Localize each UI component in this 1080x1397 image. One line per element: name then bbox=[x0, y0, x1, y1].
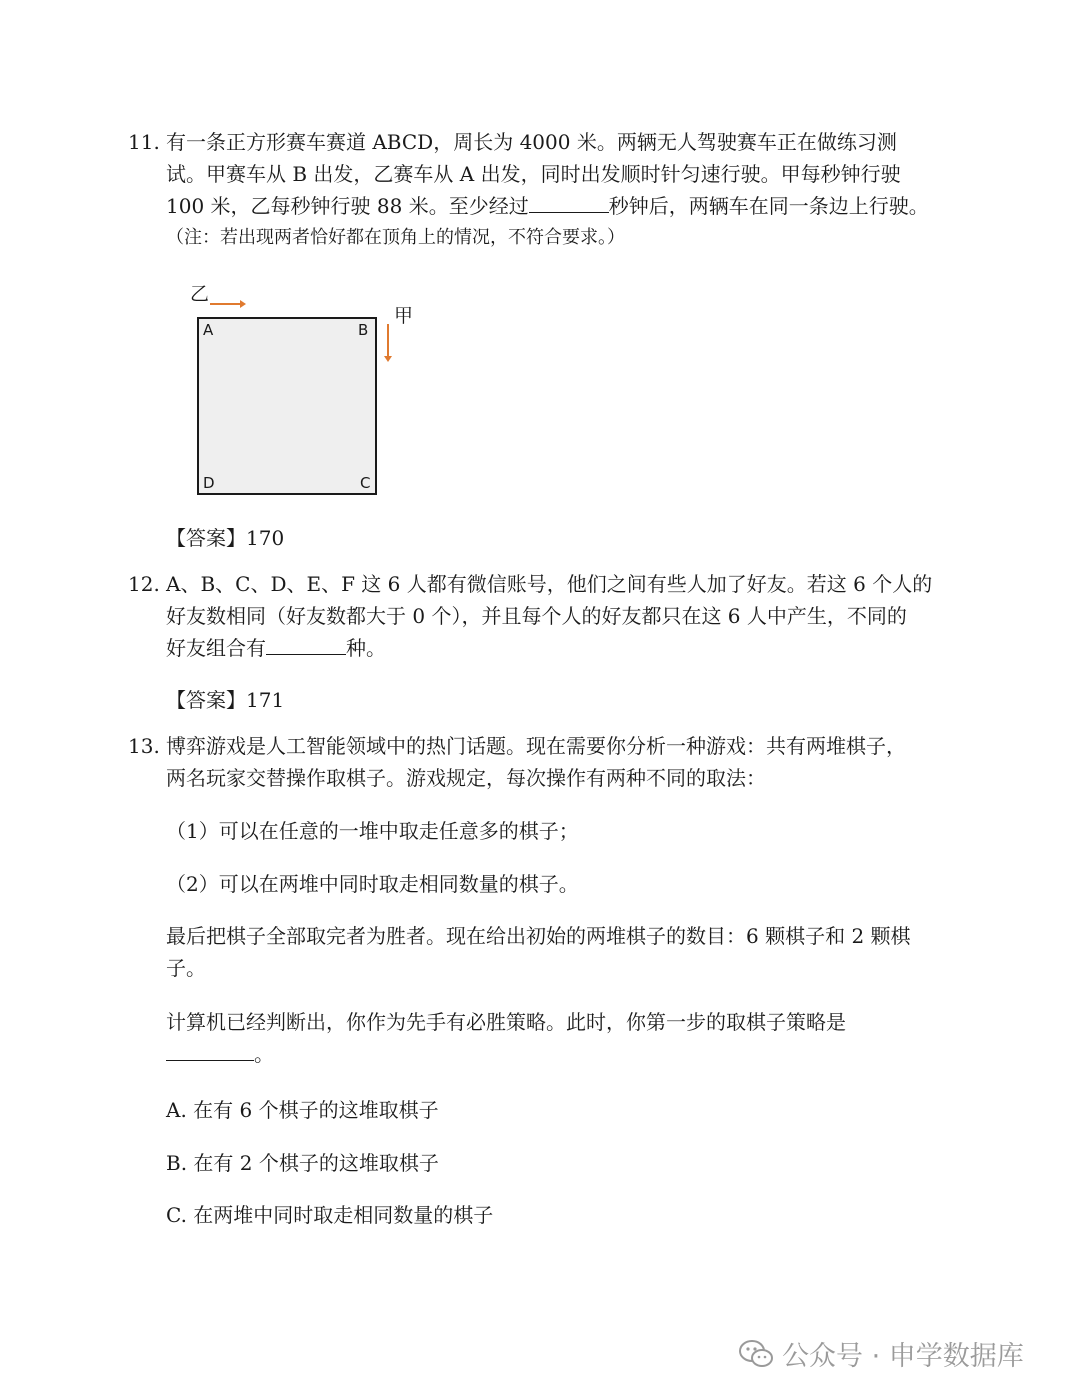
question-text-segment: 秒钟后，两辆车在同一条边上行驶。 bbox=[608, 194, 929, 218]
car-yi-arrowhead bbox=[240, 300, 246, 308]
option-a: A. 在有 6 个棋子的这堆取棋子 bbox=[166, 1098, 439, 1122]
wechat-icon bbox=[738, 1339, 774, 1369]
question-text-line: 有一条正方形赛车赛道 ABCD，周长为 4000 米。两辆无人驾驶赛车正在做练习测 bbox=[166, 130, 897, 154]
car-yi-label: 乙 bbox=[190, 283, 210, 305]
answer-12: 【答案】171 bbox=[166, 688, 285, 712]
watermark-text: 公众号 · 申学数据库 bbox=[782, 1341, 1024, 1372]
question-text-line: 最后把棋子全部取完者为胜者。现在给出初始的两堆棋子的数目：6 颗棋子和 2 颗棋 bbox=[166, 924, 911, 948]
question-text-segment: 。 bbox=[254, 1042, 274, 1066]
corner-b-label: B bbox=[358, 321, 369, 339]
rule-1: （1）可以在任意的一堆中取走任意多的棋子； bbox=[166, 819, 579, 843]
strategy-question bbox=[166, 1006, 846, 1070]
track-diagram bbox=[180, 278, 420, 500]
car-jia-arrowhead bbox=[384, 356, 392, 362]
question-text-line bbox=[166, 190, 956, 222]
answer-11: 【答案】170 bbox=[166, 526, 285, 550]
question-number: 11. bbox=[128, 130, 160, 154]
answer-blank bbox=[529, 190, 609, 213]
question-note: （注：若出现两者恰好都在顶角上的情况，不符合要求。） bbox=[166, 227, 625, 248]
car-jia-label: 甲 bbox=[394, 305, 414, 327]
watermark bbox=[738, 1334, 1024, 1373]
question-text-segment: 好友组合有 bbox=[166, 636, 266, 660]
question-number: 13. bbox=[128, 734, 160, 758]
square-track bbox=[198, 318, 376, 494]
game-description bbox=[166, 920, 911, 984]
rule-2: （2）可以在两堆中同时取走相同数量的棋子。 bbox=[166, 872, 579, 896]
option-b: B. 在有 2 个棋子的这堆取棋子 bbox=[166, 1151, 439, 1175]
question-text-segment: 100 米，乙每秒钟行驶 88 米。至少经过 bbox=[166, 194, 529, 218]
question-text-line: 试。甲赛车从 B 出发，乙赛车从 A 出发，同时出发顺时针匀速行驶。甲每秒钟行驶 bbox=[166, 162, 901, 186]
question-text-line bbox=[166, 632, 956, 664]
option-c: C. 在两堆中同时取走相同数量的棋子 bbox=[166, 1203, 494, 1227]
answer-blank bbox=[266, 632, 346, 655]
question-text-line: 博弈游戏是人工智能领域中的热门话题。现在需要你分析一种游戏：共有两堆棋子， bbox=[166, 734, 906, 758]
question-text-line: 两名玩家交替操作取棋子。游戏规定，每次操作有两种不同的取法： bbox=[166, 766, 766, 790]
corner-a-label: A bbox=[203, 321, 214, 339]
question-text-line bbox=[166, 1038, 846, 1070]
question-text-segment: 种。 bbox=[346, 636, 386, 660]
question-13-text bbox=[166, 730, 956, 794]
question-text-line: 计算机已经判断出，你作为先手有必胜策略。此时，你第一步的取棋子策略是 bbox=[166, 1010, 846, 1034]
corner-c-label: C bbox=[360, 474, 371, 492]
question-text-line: 好友数相同（好友数都大于 0 个），并且每个人的好友都只在这 6 人中产生，不同的 bbox=[166, 604, 907, 628]
question-12-text bbox=[166, 568, 956, 664]
question-text-line: 子。 bbox=[166, 956, 206, 980]
question-text-line: A、B、C、D、E、F 这 6 人都有微信账号，他们之间有些人加了好友。若这 6 个人的 bbox=[166, 572, 933, 596]
question-number: 12. bbox=[128, 572, 160, 596]
question-11-text bbox=[166, 126, 956, 254]
corner-d-label: D bbox=[203, 474, 215, 492]
answer-blank bbox=[166, 1038, 254, 1061]
